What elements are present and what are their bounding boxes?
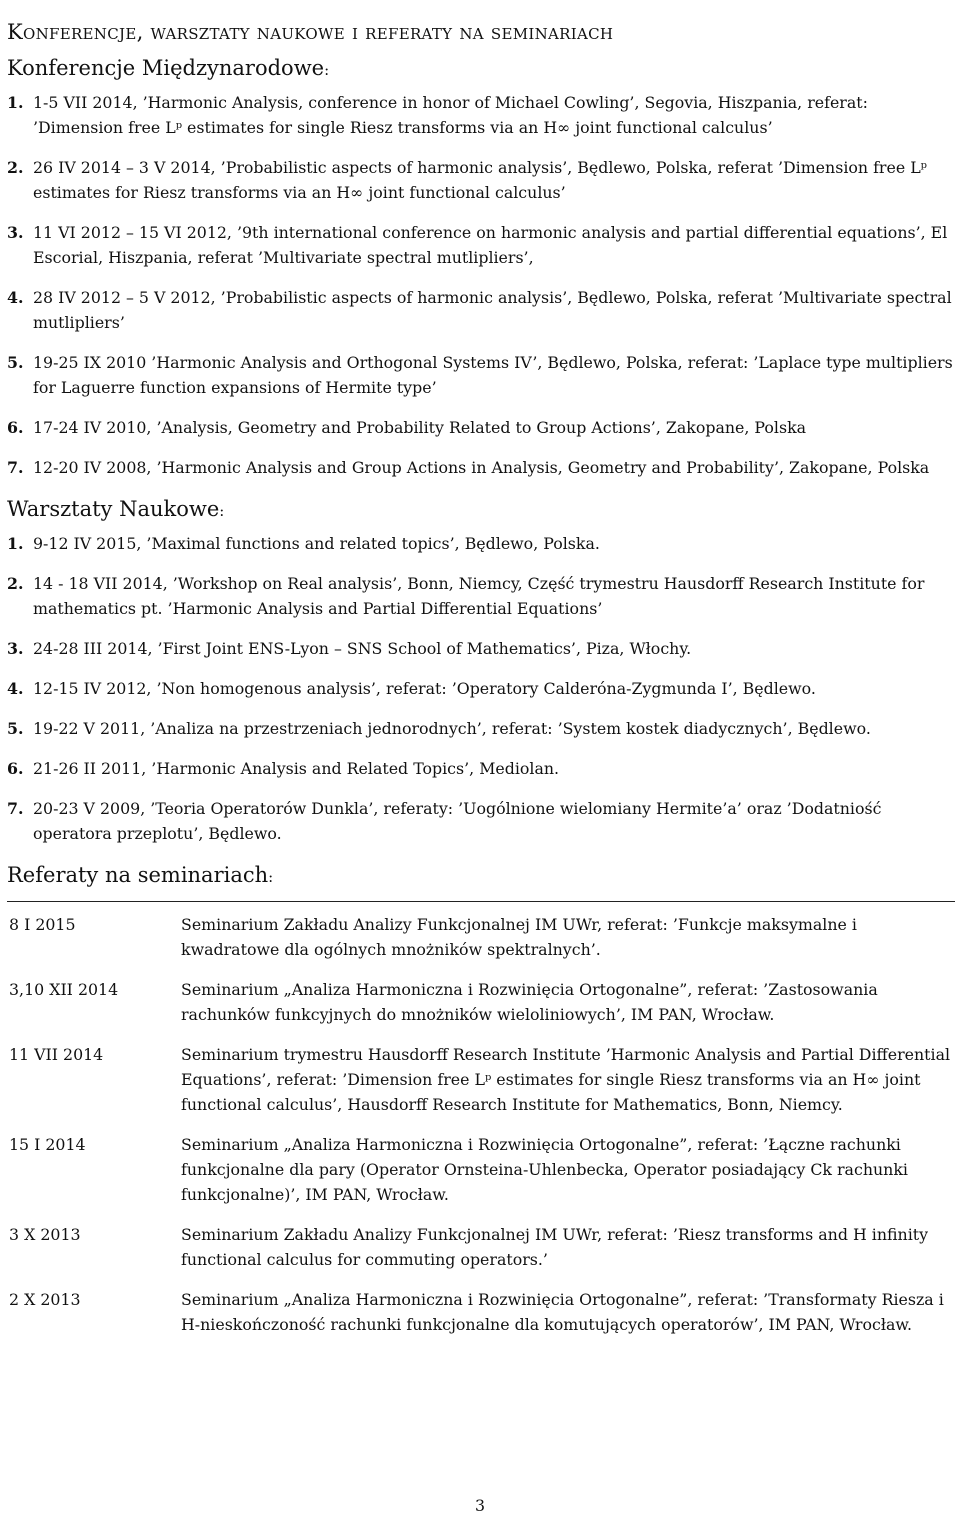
- list-item: 2. 14 - 18 VII 2014, ’Workshop on Real analysis’, Bonn, Niemcy, Część trymestru Hausdorff Research Institute for mathematics pt. ’Harmonic Analysis and Partial Differential Equations’: [7, 574, 925, 618]
- seminar-description: Seminarium „Analiza Harmoniczna i Rozwinięcia Ortogonalne”, referat: ’Łączne rachunki funkcjonalne dla pary (Operator Ornsteina-Uhlenbecka, Operator posiadający Ck rachunki funkcjonalne)’, IM PAN, Wrocław.: [181, 1135, 908, 1204]
- section-heading-seminars: Referaty na seminariach:: [7, 863, 274, 887]
- list-item: 1. 1-5 VII 2014, ’Harmonic Analysis, conference in honor of Michael Cowling’, Segovia, Hiszpania, referat: ’Dimension free Lᵖ estimates for single Riesz transforms via an H∞ joint functional calculus’: [7, 93, 868, 137]
- seminar-date: 2 X 2013: [9, 1290, 81, 1309]
- table-row: [7, 977, 955, 1042]
- list-item: 7. 20-23 V 2009, ’Teoria Operatorów Dunkla’, referaty: ’Uogólnione wielomiany Hermite’a’ oraz ’Dodatniość operatora przeplotu’, Będlewo.: [7, 799, 882, 843]
- table-row: [7, 1132, 955, 1222]
- list-item: 7. 12-20 IV 2008, ’Harmonic Analysis and Group Actions in Analysis, Geometry and Probability’, Zakopane, Polska: [7, 458, 930, 477]
- table-row: [7, 1222, 955, 1287]
- seminar-date: 8 I 2015: [9, 915, 76, 934]
- list-item: 4. 28 IV 2012 – 5 V 2012, ’Probabilistic aspects of harmonic analysis’, Będlewo, Polska, referat ’Multivariate spectral mutlipliers’: [7, 288, 952, 332]
- list-item: 6. 17-24 IV 2010, ’Analysis, Geometry and Probability Related to Group Actions’, Zakopane, Polska: [7, 418, 807, 437]
- international-conferences-list: [7, 90, 957, 480]
- list-item: 3. 24-28 III 2014, ’First Joint ENS-Lyon – SNS School of Mathematics’, Piza, Włochy.: [7, 639, 692, 658]
- seminar-description: Seminarium trymestru Hausdorff Research Institute ’Harmonic Analysis and Partial Differential Equations’, referat: ’Dimension free Lᵖ estimates for single Riesz transforms via an H∞ joint functional calculus’, Hausdorff Research Institute for Mathematics, Bonn, Niemcy.: [181, 1045, 951, 1114]
- list-item: 5. 19-22 V 2011, ’Analiza na przestrzeniach jednorodnych’, referat: ’System kostek diadycznych’, Będlewo.: [7, 719, 871, 738]
- seminar-description: Seminarium „Analiza Harmoniczna i Rozwinięcia Ortogonalne”, referat: ’Zastosowania rachunków funkcyjnych do mnożników wieloliniowych’, IM PAN, Wrocław.: [181, 980, 878, 1024]
- seminar-date: 15 I 2014: [9, 1135, 86, 1154]
- page-number: 3: [474, 1496, 486, 1515]
- list-item: 6. 21-26 II 2011, ’Harmonic Analysis and Related Topics’, Mediolan.: [7, 759, 560, 778]
- table-rule: [7, 902, 955, 913]
- workshops-list: [7, 531, 957, 846]
- seminars-table: [7, 901, 955, 1352]
- table-row: [7, 912, 955, 977]
- section-heading-international: Konferencje Międzynarodowe:: [7, 56, 330, 80]
- seminar-date: 11 VII 2014: [9, 1045, 104, 1064]
- seminar-description: Seminarium Zakładu Analizy Funkcjonalnej IM UWr, referat: ’Funkcje maksymalne i kwadratowe dla ogólnych mnożników spektralnych’.: [181, 915, 857, 959]
- page-title: Konferencje, warsztaty naukowe i referaty na seminariach: [7, 20, 614, 44]
- document-page: [7, 18, 957, 1352]
- seminar-date: 3,10 XII 2014: [9, 980, 119, 999]
- section-heading-workshops: Warsztaty Naukowe:: [7, 497, 225, 521]
- list-item: 5. 19-25 IX 2010 ’Harmonic Analysis and Orthogonal Systems IV’, Będlewo, Polska, referat: ’Laplace type multipliers for Laguerre function expansions of Hermite type’: [7, 353, 953, 397]
- seminar-description: Seminarium „Analiza Harmoniczna i Rozwinięcia Ortogonalne”, referat: ’Transformaty Riesza i H-nieskończoność rachunki funkcjonalne dla komutujących operatorów’, IM PAN, Wrocław.: [181, 1290, 944, 1334]
- table-row: [7, 1287, 955, 1352]
- list-item: 2. 26 IV 2014 – 3 V 2014, ’Probabilistic aspects of harmonic analysis’, Będlewo, Polska, referat ’Dimension free Lᵖ estimates for Riesz transforms via an H∞ joint functional calculus’: [7, 158, 927, 202]
- table-row: [7, 1042, 955, 1132]
- list-item: 3. 11 VI 2012 – 15 VI 2012, ’9th international conference on harmonic analysis and partial differential equations’, El Escorial, Hiszpania, referat ’Multivariate spectral mutlipliers’,: [7, 223, 948, 267]
- seminar-date: 3 X 2013: [9, 1225, 81, 1244]
- list-item: 1. 9-12 IV 2015, ’Maximal functions and related topics’, Będlewo, Polska.: [7, 534, 600, 553]
- seminar-description: Seminarium Zakładu Analizy Funkcjonalnej IM UWr, referat: ’Riesz transforms and H infinity functional calculus for commuting operators.’: [181, 1225, 929, 1269]
- list-item: 4. 12-15 IV 2012, ’Non homogenous analysis’, referat: ’Operatory Calderóna-Zygmunda I’, Będlewo.: [7, 679, 816, 698]
